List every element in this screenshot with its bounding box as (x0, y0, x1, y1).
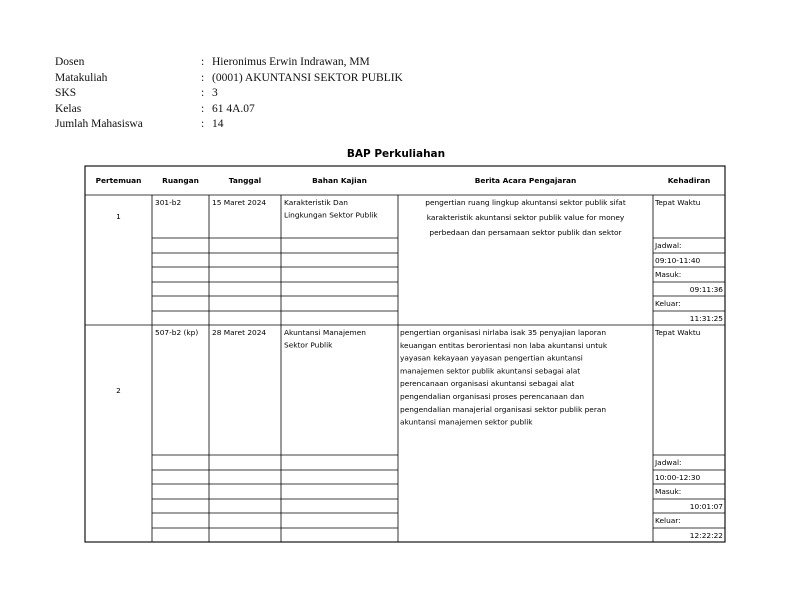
check-in-label: Masuk: (655, 270, 682, 279)
topic-line: Akuntansi Manajemen (284, 328, 366, 337)
info-colon: : (201, 56, 205, 68)
info-value: Hieronimus Erwin Indrawan, MM (212, 56, 370, 68)
info-colon: : (201, 87, 205, 99)
info-colon: : (201, 102, 205, 115)
date-cell: 15 Maret 2024 (212, 198, 267, 207)
attendance-status: Tepat Waktu (655, 328, 701, 337)
report-line: pengertian ruang lingkup akuntansi sektor publik sifat (425, 198, 626, 207)
info-label: Dosen (55, 56, 85, 68)
column-header: Ruangan (162, 176, 199, 185)
topic-line: Lingkungan Sektor Publik (284, 210, 378, 220)
check-out-time: 12:22:22 (689, 531, 723, 540)
topic-line: Karakteristik Dan (284, 198, 348, 207)
schedule-value: 10:00-12:30 (655, 473, 701, 482)
page-title: BAP Perkuliahan (346, 148, 446, 160)
report-line: pengertian organisasi nirlaba isak 35 penyajian laporan (400, 328, 607, 337)
column-header: Kehadiran (667, 176, 711, 185)
report-line: karakteristik akuntansi sektor publik value for money (426, 213, 625, 222)
check-out-label: Keluar: (655, 516, 681, 525)
report-line: akuntansi manajemen sektor publik (400, 417, 533, 427)
check-in-time: 09:11:36 (689, 285, 723, 294)
report-line: yayasan kekayaan yayasan pengertian akuntansi (400, 353, 583, 363)
report-line: perbedaan dan persamaan sektor publik dan sektor (429, 228, 622, 237)
report-line: perencanaan organisasi akuntansi sebagai alat (400, 379, 575, 389)
info-label: Matakuliah (55, 71, 108, 84)
report-line: pengendalian organisasi proses perencanaan dan (400, 392, 585, 401)
info-colon: : (201, 118, 205, 130)
date-cell: 28 Maret 2024 (212, 328, 267, 337)
check-in-label: Masuk: (655, 487, 682, 496)
schedule-label: Jadwal: (655, 241, 682, 250)
schedule-value: 09:10-11:40 (655, 256, 701, 265)
report-line: keuangan entitas berorientasi non laba akuntansi untuk (400, 340, 608, 350)
report-line: pengendalian manajerial organisasi sektor publik peran (400, 404, 607, 414)
check-out-time: 11:31:25 (689, 314, 723, 323)
info-label: Kelas (55, 102, 82, 115)
topic-line: Sektor Publik (284, 340, 333, 350)
column-header: Pertemuan (95, 176, 142, 185)
session-number: 1 (116, 212, 121, 221)
info-colon: : (201, 71, 205, 84)
check-in-time: 10:01:07 (689, 502, 723, 511)
info-value: 3 (212, 87, 218, 99)
info-value: (0001) AKUNTANSI SEKTOR PUBLIK (212, 71, 403, 84)
info-value: 14 (212, 118, 224, 130)
attendance-status: Tepat Waktu (655, 198, 701, 207)
info-value: 61 4A.07 (212, 102, 255, 115)
check-out-label: Keluar: (655, 299, 681, 308)
session-number: 2 (116, 386, 121, 395)
column-header: Bahan Kajian (312, 176, 367, 185)
column-header: Tanggal (228, 176, 262, 185)
schedule-label: Jadwal: (655, 458, 682, 467)
report-line: manajemen sektor publik akuntansi sebagai alat (400, 366, 581, 376)
column-header: Berita Acara Pengajaran (474, 176, 577, 185)
info-label: SKS (55, 87, 77, 99)
room-cell: 507-b2 (kp) (155, 328, 199, 337)
room-cell: 301-b2 (155, 198, 182, 207)
info-label: Jumlah Mahasiswa (55, 118, 143, 130)
